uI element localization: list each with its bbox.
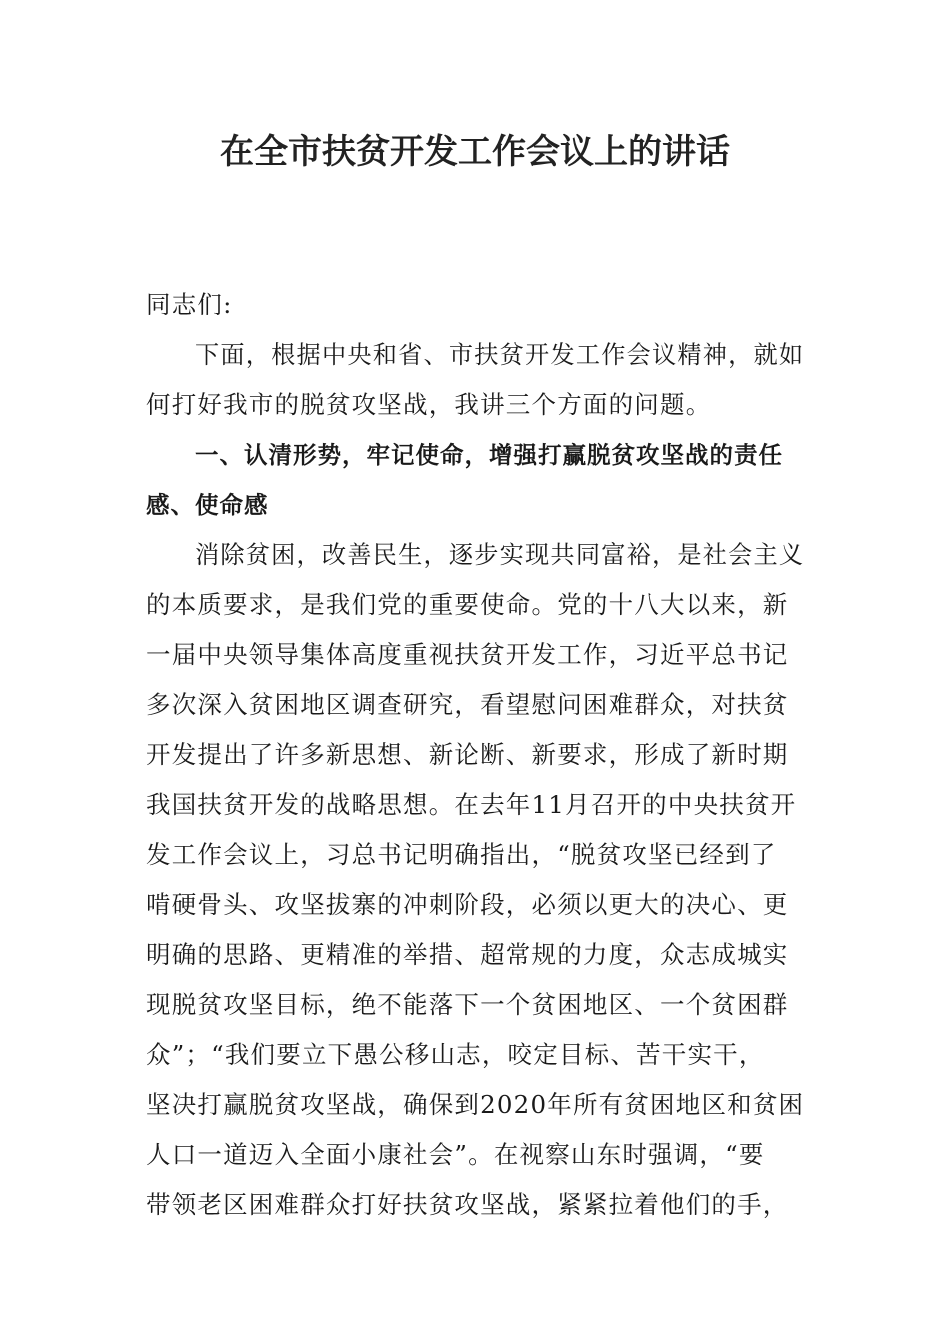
document-title: 在全市扶贫开发工作会议上的讲话 — [220, 132, 730, 172]
paragraph-line: 下面，根据中央和省、市扶贫开发工作会议精神，就如 — [195, 341, 805, 369]
paragraph-line: 人口一道迈入全面小康社会”。在视察山东时强调，“要 — [146, 1140, 765, 1169]
paragraph-line: 开发提出了许多新思想、新论断、新要求，形成了新时期 — [146, 740, 789, 769]
paragraph-line: 我国扶贫开发的战略思想。在去年11月召开的中央扶贫开 — [146, 790, 797, 819]
paragraph-line: 一届中央领导集体高度重视扶贫开发工作，习近平总书记 — [146, 640, 789, 669]
paragraph-line: 众”；“我们要立下愚公移山志，咬定目标、苦干实干， — [146, 1040, 765, 1069]
paragraph-line: 多次深入贫困地区调查研究，看望慰问困难群众，对扶贫 — [146, 690, 789, 719]
section-heading-line: 一、认清形势，牢记使命，增强打赢脱贫攻坚战的责任 — [195, 441, 783, 469]
paragraph-line: 明确的思路、更精准的举措、超常规的力度，众志成城实 — [146, 940, 789, 969]
paragraph-line: 的本质要求，是我们党的重要使命。党的十八大以来，新 — [146, 590, 789, 619]
paragraph-line: 发工作会议上，习总书记明确指出，“脱贫攻坚已经到了 — [146, 840, 777, 869]
paragraph-line: 消除贫困，改善民生，逐步实现共同富裕，是社会主义 — [195, 541, 805, 569]
document-body — [146, 280, 806, 1230]
paragraph-line: 何打好我市的脱贫攻坚战，我讲三个方面的问题。 — [146, 390, 712, 419]
paragraph-line: 现脱贫攻坚目标，绝不能落下一个贫困地区、一个贫困群 — [146, 990, 789, 1019]
paragraph-line: 同志们: — [146, 290, 233, 319]
paragraph-line: 带领老区困难群众打好扶贫攻坚战，紧紧拉着他们的手， — [146, 1190, 789, 1219]
paragraph-line: 啃硬骨头、攻坚拔寨的冲刺阶段，必须以更大的决心、更 — [146, 890, 789, 919]
section-heading-line: 感、使命感 — [146, 491, 269, 519]
paragraph-line: 坚决打赢脱贫攻坚战，确保到2020年所有贫困地区和贫困 — [146, 1090, 805, 1119]
